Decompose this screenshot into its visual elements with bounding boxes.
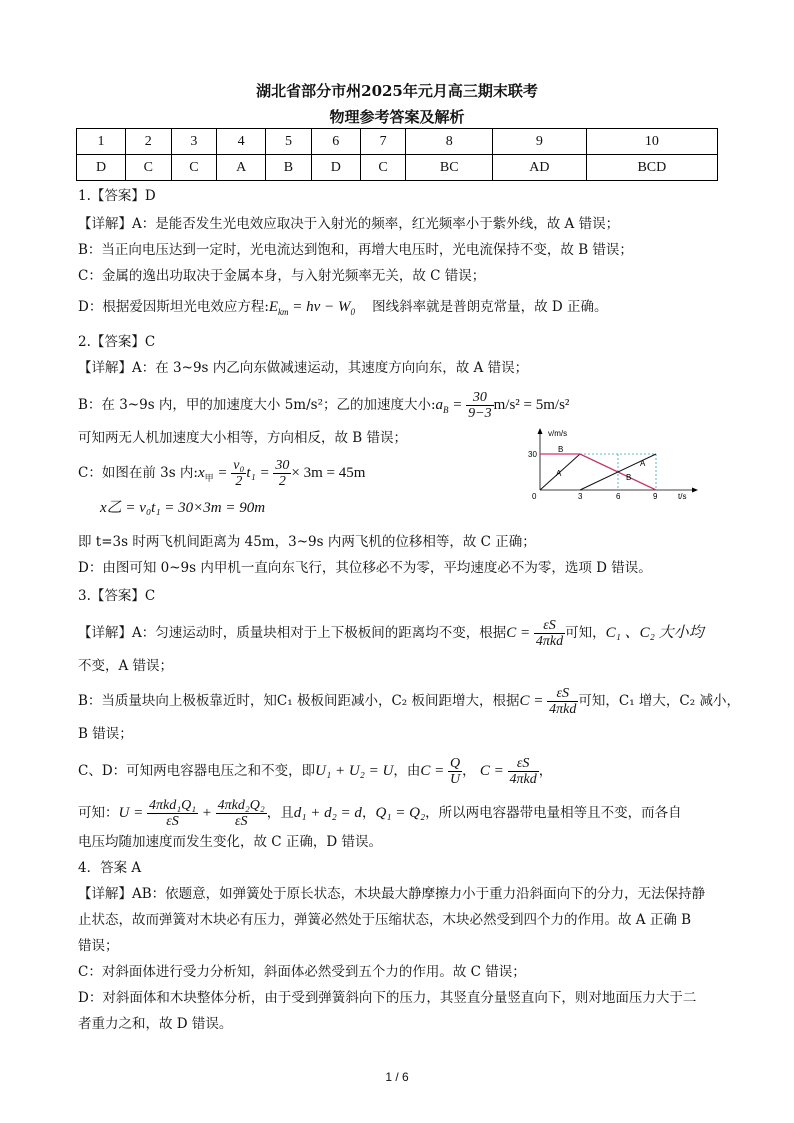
q2-line-b	[78, 390, 569, 421]
eq-part: a	[435, 397, 444, 413]
eq-tail: × 3m = 45m	[291, 465, 366, 481]
text: ，所以两电容器带电量相等且不变，而各自	[425, 805, 682, 821]
eq-part: Q₁ = Q₂	[375, 805, 426, 821]
denominator: 9−3	[468, 406, 492, 421]
numerator: Q	[449, 756, 461, 771]
fraction	[216, 798, 267, 829]
answer-table	[76, 128, 718, 181]
numerator: 30	[275, 458, 290, 473]
fraction	[466, 390, 493, 421]
eq-part: C =	[479, 763, 508, 779]
numerator: εS	[534, 618, 565, 634]
table-cell: BC	[406, 155, 493, 181]
page-title: 湖北省部分市州2025年元月高三期末联考	[256, 82, 538, 100]
table-cell: 7	[360, 129, 406, 155]
q4-line-e: D：对斜面体和木块整体分析，由于受到弹簧斜向下的压力，其竖直分量竖直向下，则对地面压力大于二	[78, 990, 697, 1006]
table-cell: C	[171, 155, 217, 181]
x-tick-label: 3	[578, 492, 583, 500]
text: 可知，	[565, 625, 606, 641]
numerator: 4πkd₂Q₂	[217, 798, 265, 813]
eq-part: C =	[506, 625, 534, 641]
text: D：根据爱因斯坦光电效应方程:	[78, 299, 269, 315]
fraction	[147, 798, 198, 829]
series-label-a: A	[640, 459, 646, 468]
eq-sub: km	[278, 307, 289, 317]
eq-part: U =	[118, 805, 147, 821]
text: ，	[538, 763, 553, 779]
numerator: εS	[547, 686, 578, 702]
y-axis-arrow	[538, 428, 543, 434]
q3-line-a	[78, 618, 704, 649]
equation	[198, 465, 231, 481]
text: B：当质量块向上极板靠近时，知	[78, 693, 277, 709]
q4-line-f: 者重力之和，故 D 错误。	[78, 1016, 233, 1032]
x-tick-label: 9	[653, 492, 658, 500]
text: ，	[462, 763, 476, 779]
q2-line-e	[100, 498, 265, 518]
table-cell: 8	[406, 129, 493, 155]
q4-line-b: 止状态，故而弹簧对木块必有压力，弹簧必然处于压缩状态，木块必然受到四个力的作用。故 A 正确 B	[78, 912, 692, 928]
eq-part: =	[448, 397, 467, 413]
table-cell: BCD	[586, 155, 717, 181]
numerator: v₀	[233, 458, 245, 473]
text: C₁ 极板间距减小，C₂ 板间距增大，根据	[276, 693, 520, 709]
fraction	[273, 458, 291, 489]
table-cell: 9	[493, 129, 587, 155]
table-cell: 2	[126, 129, 172, 155]
table-cell: A	[217, 155, 266, 181]
eq-part: =	[213, 465, 232, 481]
q4-line-c: 错误；	[78, 938, 119, 954]
text: ，且	[266, 805, 294, 821]
fraction	[547, 686, 578, 717]
eq-part: C₁ 、C₂ 大小均	[605, 625, 704, 641]
numerator: εS	[508, 756, 539, 772]
numerator: 30	[466, 390, 493, 406]
equation	[436, 397, 467, 413]
text: ，由	[393, 763, 421, 779]
origin-label: 0	[532, 492, 537, 500]
numerator: 4πkd₁Q₁	[148, 798, 197, 813]
table-cell: D	[311, 155, 360, 181]
q3-line-c	[78, 686, 740, 717]
denominator: 2	[278, 474, 286, 489]
denominator: 4πkd	[535, 634, 564, 649]
q4-line-d: C：对斜面体进行受力分析知，斜面体必然受到五个力的作用。故 C 错误；	[78, 964, 526, 980]
table-cell: 4	[217, 129, 266, 155]
x-axis-arrow	[692, 488, 698, 493]
eq-part: x	[197, 465, 205, 481]
eq-part: = hν − W	[288, 299, 351, 315]
q3-heading: 3.【答案】C	[78, 588, 156, 604]
q3-line-f	[78, 798, 682, 829]
series-label-a: A	[556, 469, 562, 478]
eq-part: E	[268, 299, 279, 315]
q2-line-d	[78, 458, 365, 489]
x-tick-label: 6	[616, 492, 621, 500]
eq-sub: 0	[350, 307, 355, 317]
eq-part: C =	[519, 693, 548, 709]
q1-line-c: C：金属的逸出功取决于金属本身，与入射光频率无关，故 C 错误；	[78, 268, 486, 284]
x-axis-label: t/s	[678, 492, 687, 500]
text: 可知，C₁ 增大，C₂ 减小，	[578, 693, 740, 709]
table-cell: 10	[586, 129, 717, 155]
equation	[269, 299, 355, 315]
table-cell: 3	[171, 129, 217, 155]
q1-heading: 1.【答案】D	[78, 188, 156, 204]
q3-line-d: B 错误；	[78, 726, 133, 742]
denominator: U	[449, 772, 461, 787]
q3-line-b: 不变，A 错误；	[78, 658, 174, 674]
y-axis-label: v/m/s	[548, 429, 568, 438]
denominator: 2	[235, 474, 243, 489]
text: C、D：可知两电容器电压之和不变，即	[78, 763, 316, 779]
denominator: 4πkd	[509, 772, 537, 787]
eq-tail: m/s² = 5m/s²	[493, 397, 570, 413]
text: ，	[361, 805, 376, 821]
text: 【详解】A：匀速运动时，质量块相对于上下极板间的距离均不变，根据	[78, 625, 507, 641]
q2-line-g: D：由图可知 0~9s 内甲机一直向东飞行，其位移必不为零，平均速度必不为零，选项 D 错误。	[78, 560, 652, 576]
table-cell: D	[77, 155, 126, 181]
denominator: 4πkd	[549, 702, 577, 717]
denominator: εS	[166, 814, 179, 829]
q4-line-a: 【详解】AB：依题意，如弹簧处于原长状态，木块最大静摩擦力小于重力沿斜面向下的分力，无法保持静	[78, 886, 706, 902]
equation: x乙 = v₀t₁ = 30×3m = 90m	[100, 500, 266, 516]
series-label-b: B	[558, 445, 564, 454]
table-row	[77, 155, 718, 181]
text: B：在 3~9s 内，甲的加速度大小 5m/s²；乙的加速度大小:	[78, 397, 436, 413]
fraction	[448, 756, 462, 787]
table-row	[77, 129, 718, 155]
page-subtitle: 物理参考答案及解析	[329, 108, 465, 126]
text: 可知：	[78, 805, 119, 821]
eq-sub: 甲	[204, 473, 214, 483]
eq-part: +	[198, 805, 216, 821]
fraction	[508, 756, 539, 787]
fraction	[534, 618, 565, 649]
table-cell: B	[266, 155, 312, 181]
q2-heading: 2.【答案】C	[78, 334, 156, 350]
fraction	[231, 458, 246, 489]
page-number: 1 / 6	[385, 1070, 409, 1084]
q1-line-d	[78, 297, 608, 322]
table-cell: AD	[493, 155, 587, 181]
velocity-time-graph	[522, 424, 700, 500]
table-cell: 6	[311, 129, 360, 155]
eq-part: d₁ + d₂ = d	[293, 805, 362, 821]
q2-line-a: 【详解】A：在 3~9s 内乙向东做减速运动，其速度方向向东，故 A 错误；	[78, 360, 529, 376]
eq-part: U₁ + U₂ = U	[315, 763, 394, 779]
eq-sub: B	[443, 405, 449, 415]
q3-line-g: 电压均随加速度而发生变化，故 C 正确，D 错误。	[78, 834, 383, 850]
text: C：如图在前 3s 内:	[78, 465, 198, 481]
denominator: εS	[234, 814, 248, 829]
eq-part: t₁ =	[246, 465, 274, 481]
series-label-b: B	[626, 473, 632, 482]
text: 图线斜率就是普朗克常量，故 D 正确。	[372, 299, 608, 315]
table-cell: C	[360, 155, 406, 181]
q4-heading: 4．答案 A	[78, 860, 142, 876]
table-cell: C	[126, 155, 172, 181]
eq-part: C =	[420, 763, 448, 779]
y-tick-label: 30	[528, 450, 537, 459]
q1-line-a: 【详解】A：是能否发生光电效应取决于入射光的频率，红光频率小于紫外线，故 A 错误；	[78, 216, 620, 232]
q2-line-c: 可知两无人机加速度大小相等，方向相反，故 B 错误；	[78, 430, 408, 446]
q1-line-b: B：当正向电压达到一定时，光电流达到饱和，再增大电压时，光电流保持不变，故 B 错误；	[78, 242, 633, 258]
q3-line-e	[78, 756, 552, 787]
table-cell: 5	[266, 129, 312, 155]
table-cell: 1	[77, 129, 126, 155]
q2-line-f: 即 t=3s 时两飞机间距离为 45m，3~9s 内两飞机的位移相等，故 C 正确；	[78, 534, 536, 550]
